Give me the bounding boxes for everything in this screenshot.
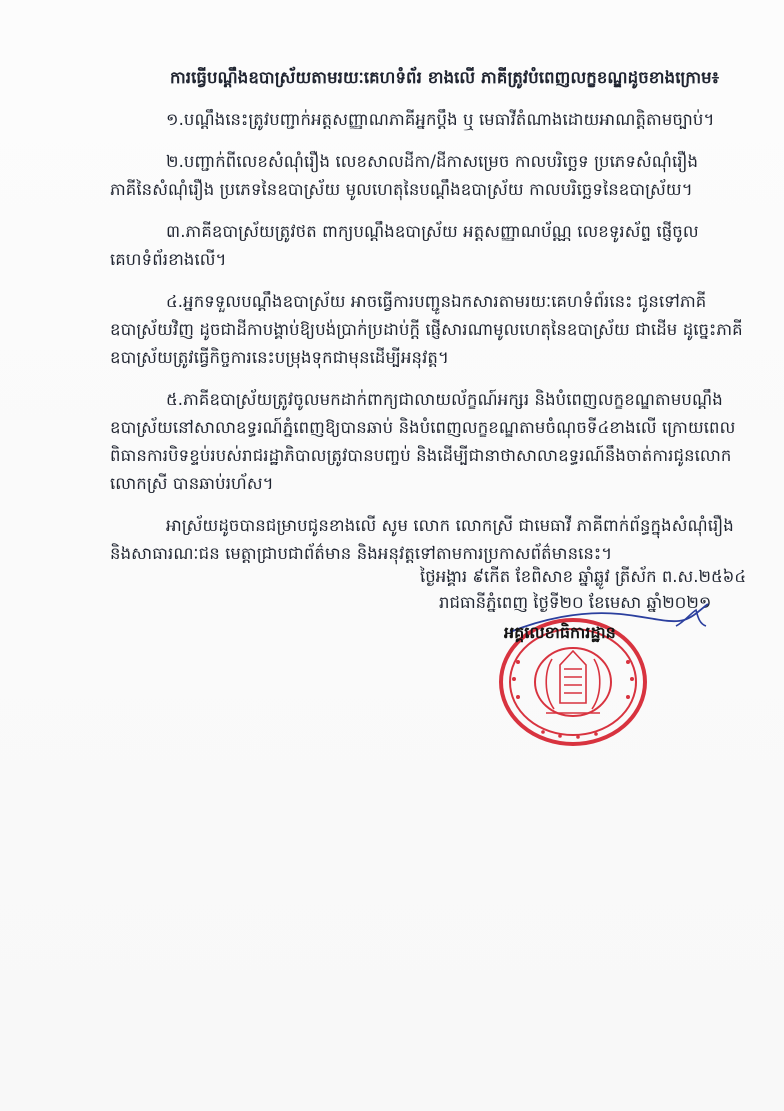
closing-paragraph	[110, 512, 770, 568]
closing-line-2: និងសាធារណៈជន មេត្តាជ្រាបជាព័ត៌មាន និងអនុវត្តទៅតាមការប្រកាសព័ត៌មាននេះ។	[110, 544, 613, 563]
item-2-line-1: ២.បញ្ជាក់ពីលេខសំណុំរឿង លេខសាលដីកា/ដីកាសម្រេច កាលបរិច្ឆេទ ប្រភេទសំណុំរឿង	[166, 152, 699, 171]
item-5-line-1: ៥.ភាគីឧបាស្រ័យត្រូវចូលមកដាក់ពាក្យជាលាយល័ក្ខណ៍អក្សរ និងបំពេញលក្ខខណ្ឌតាមបណ្តឹង	[166, 390, 723, 409]
notice-body	[110, 64, 770, 582]
item-3-line-2: គេហទំព័រខាងលើ។	[110, 250, 227, 269]
item-4-line-3: ឧបាស្រ័យត្រូវធ្វើកិច្ចការនេះបម្រុងទុកជាមុនដើម្បីអនុវត្ត។	[110, 348, 449, 367]
item-5	[110, 386, 770, 498]
item-4-line-1: ៤.អ្នកទទួលបណ្តឹងឧបាស្រ័យ អាចធ្វើការបញ្ជូនឯកសារតាមរយៈគេហទំព័រនេះ ជូនទៅភាគី	[166, 292, 707, 311]
notice-heading: ការធ្វើបណ្តឹងឧបាស្រ័យតាមរយៈគេហទំព័រ ខាងលើ ភាគីត្រូវបំពេញលក្ខខណ្ឌដូចខាងក្រោម៖	[170, 68, 720, 87]
item-5-line-3: ពិធានការបិទខ្ទប់របស់រាជរដ្ឋាភិបាលត្រូវបានបញ្ចប់ និងដើម្បីជានាថាសាលាឧទ្ធរណ៍នឹងចាត់ការជូនលោក	[110, 446, 732, 465]
item-4-line-2: ឧបាស្រ័យវិញ ដូចជាដីកាបង្គាប់ឱ្យបង់ប្រាក់ប្រដាប់ក្តី ផ្ញើសារណាមូលហេតុនៃឧបាស្រ័យ ជាដើម ដូច្នេះភាគី	[110, 320, 743, 339]
item-2-line-2: ភាគីនៃសំណុំរឿង ប្រភេទនៃឧបាស្រ័យ មូលហេតុនៃបណ្តឹងឧបាស្រ័យ កាលបរិច្ឆេទនៃឧបាស្រ័យ។	[110, 180, 693, 199]
item-2	[110, 148, 770, 204]
item-5-line-4: លោកស្រី បានឆាប់រហ័ស។	[110, 474, 274, 493]
item-3-line-1: ៣.ភាគីឧបាស្រ័យត្រូវថត ពាក្យបណ្តឹងឧបាស្រ័យ អត្តសញ្ញាណប័ណ្ណ លេខទូរស័ព្ទ ផ្ញើចូល	[166, 222, 699, 241]
solar-date: រាជធានីភ្នំពេញ ថ្ងៃទី២០ ខែមេសា ឆ្នាំ២០២១	[439, 593, 712, 612]
item-1-line-1: ១.បណ្តឹងនេះត្រូវបញ្ជាក់អត្តសញ្ញាណភាគីអ្នកប្តឹង ឬ មេធាវីតំណាងដោយអាណត្តិតាមច្បាប់។	[166, 110, 715, 129]
item-1	[110, 106, 770, 134]
item-3	[110, 218, 770, 274]
lunar-date: ថ្ងៃអង្គារ ៩កើត ខែពិសាខ ឆ្នាំឆ្លូវ ត្រីស័ក ព.ស.២៥៦៤	[420, 567, 747, 586]
item-5-line-2: ឧបាស្រ័យនៅសាលាឧទ្ធរណ៍ភ្នំពេញឱ្យបានឆាប់ និងបំពេញលក្ខខណ្ឌតាមចំណុចទី៤ខាងលើ ក្រោយពេល	[110, 418, 736, 437]
issuing-office: អគ្គលេខាធិការដ្ឋាន	[504, 623, 616, 642]
item-4	[110, 288, 770, 372]
closing-line-1: អាស្រ័យដូចបានជម្រាបជូនខាងលើ សូម លោក លោកស្រី ជាមេធាវី ភាគីពាក់ព័ន្ធក្នុងសំណុំរឿង	[166, 516, 734, 535]
